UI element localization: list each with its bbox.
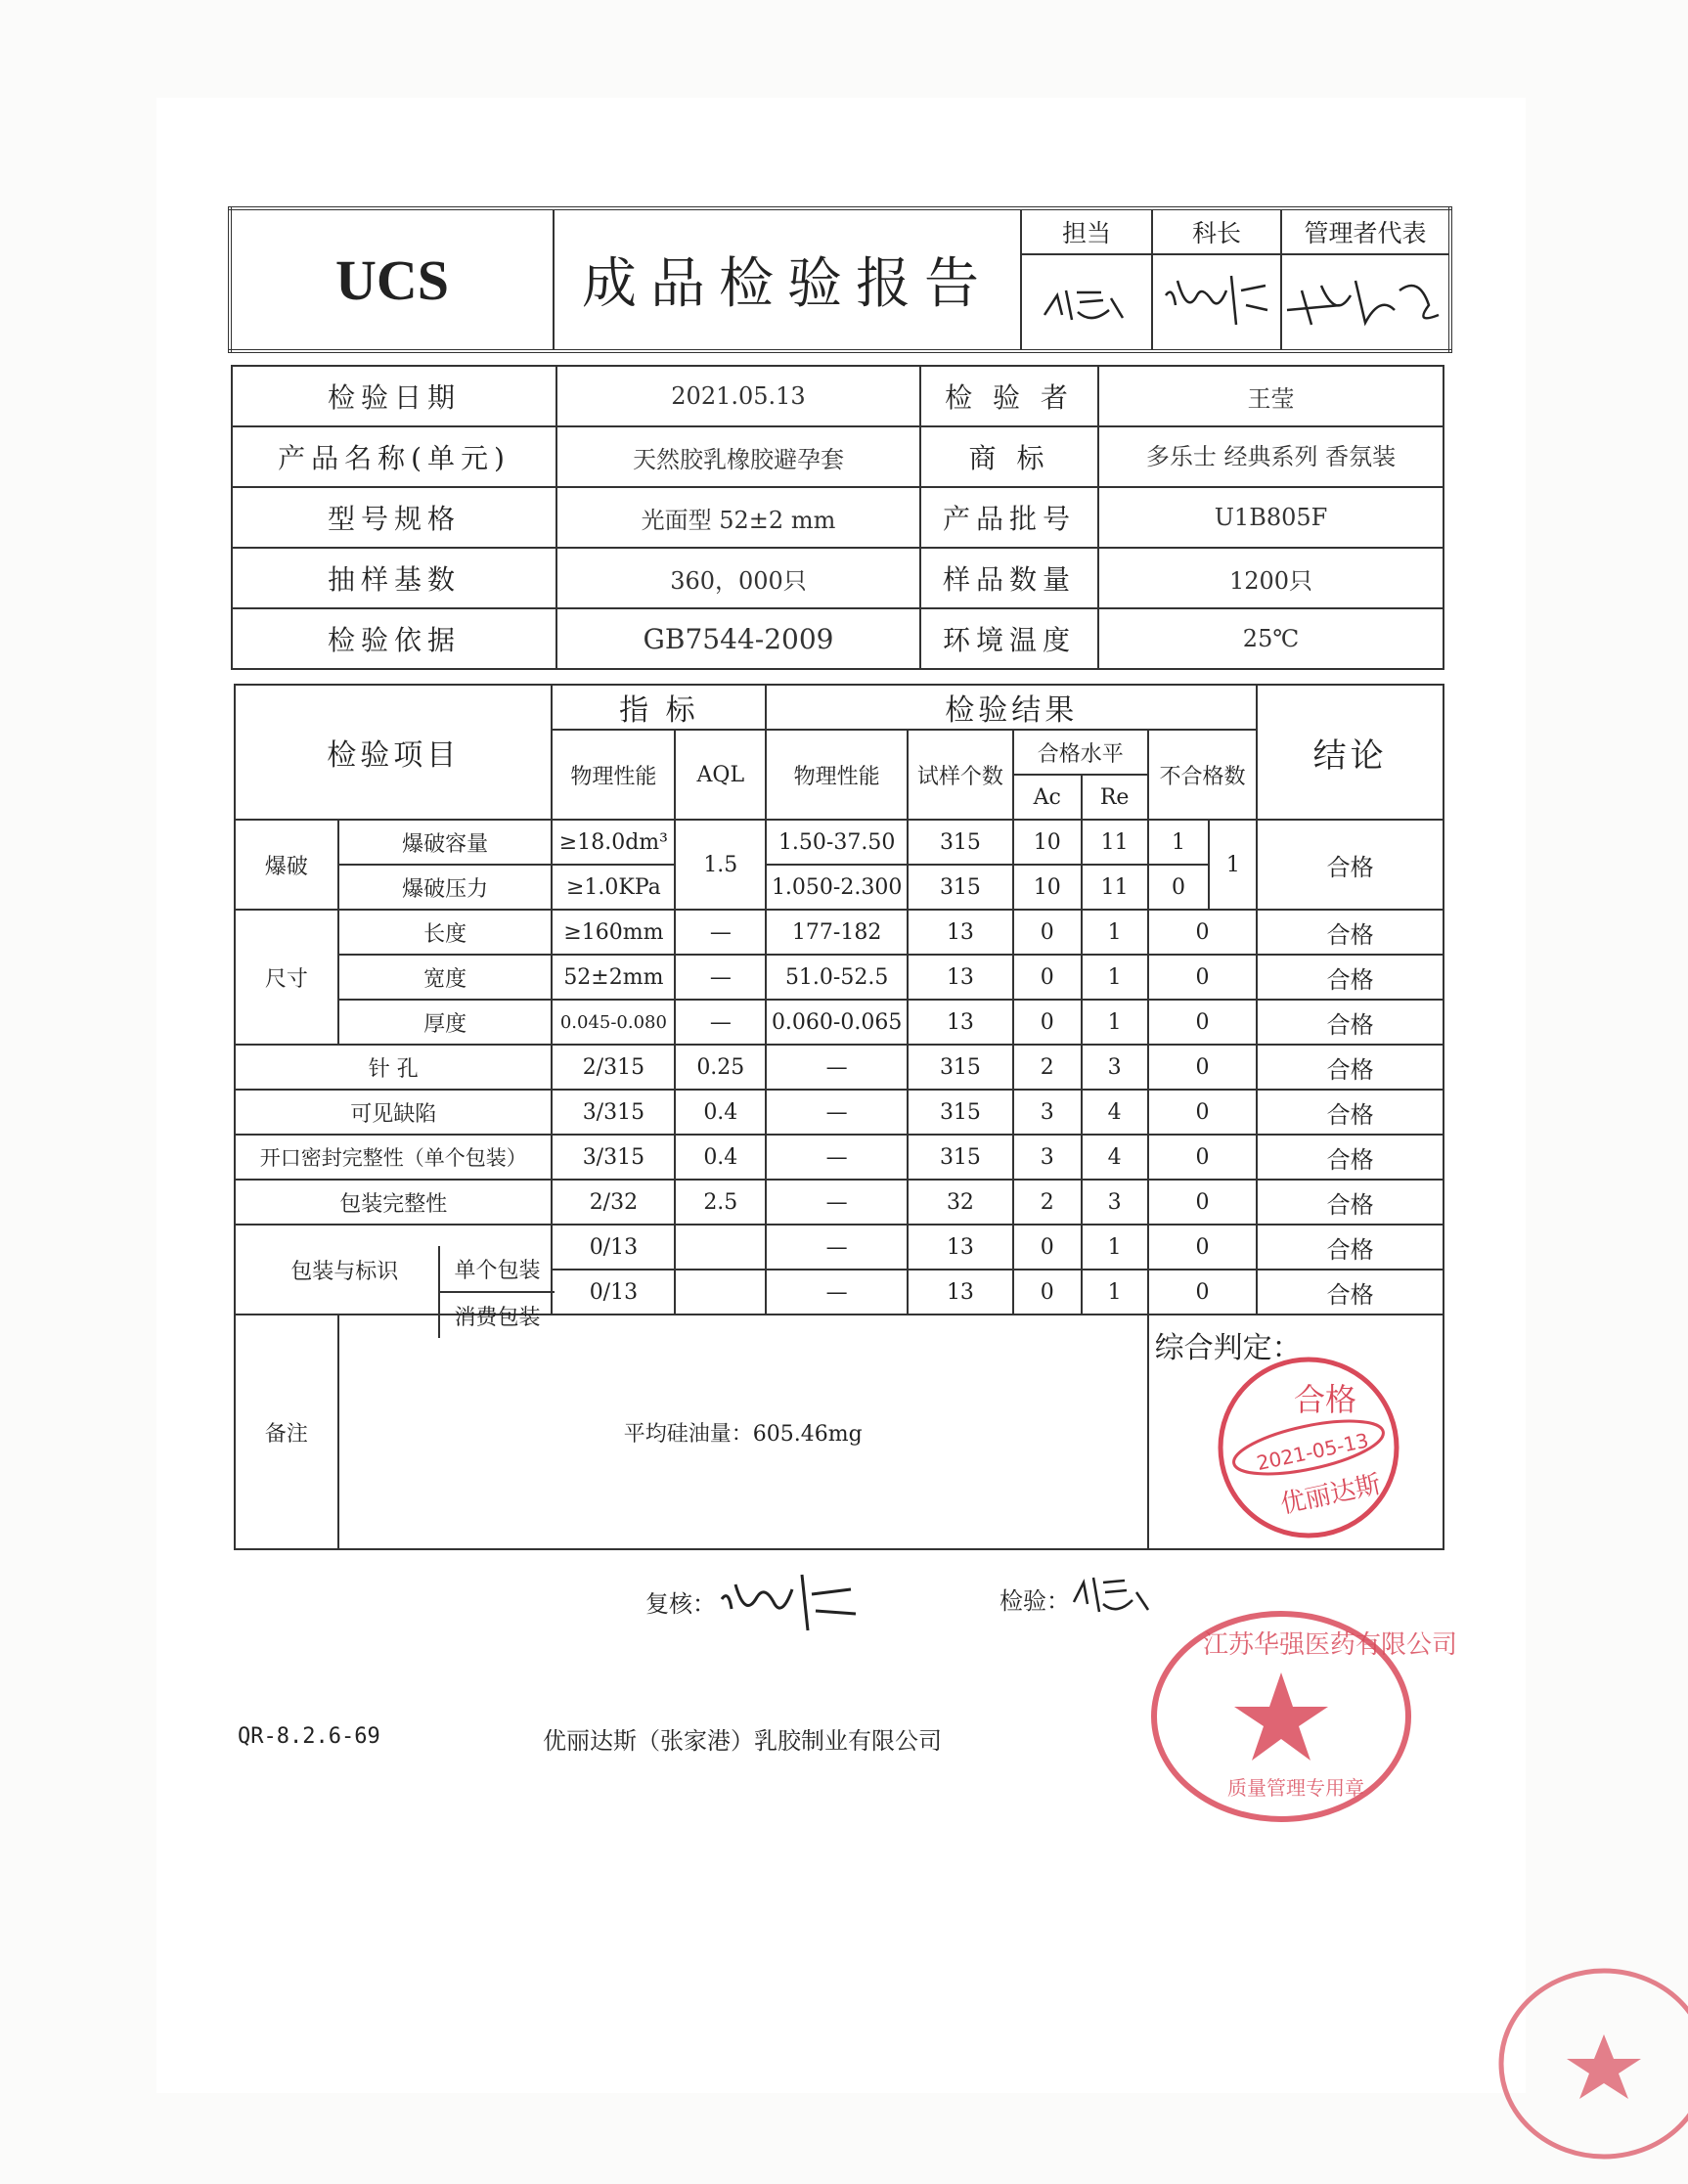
info-value: 光面型 52±2 mm: [556, 487, 920, 548]
spec-value: 52±2mm: [552, 955, 675, 1000]
info-value: 360，000只: [556, 548, 920, 608]
conclusion-value: 合格: [1257, 1000, 1444, 1045]
info-row: [232, 426, 1444, 487]
item-name: 宽度: [338, 955, 553, 1000]
info-row: [232, 608, 1444, 669]
seal-text: 江苏华强医药有限公司: [1203, 1630, 1458, 1660]
aql-value: 0.4: [675, 1090, 766, 1135]
ac-value: 2: [1013, 1045, 1082, 1090]
re-value: 1: [1082, 1225, 1148, 1270]
inspection-stamp: [1201, 1350, 1416, 1545]
signature-handler: [1021, 254, 1152, 351]
spec-value: 0.045-0.080: [552, 1000, 675, 1045]
fail-value: 0: [1148, 1000, 1258, 1045]
ac-value: 0: [1013, 1000, 1082, 1045]
header-conclusion: 结论: [1257, 685, 1444, 820]
conclusion-value: 合格: [1257, 1045, 1444, 1090]
inspect-signature: [1066, 1563, 1154, 1622]
company-logo-text: UCS: [230, 208, 554, 351]
sample-count: 315: [908, 865, 1013, 910]
info-value: 天然胶乳橡胶避孕套: [556, 426, 920, 487]
handwritten-signature: [1282, 266, 1448, 334]
result-value: —: [766, 1225, 908, 1270]
ac-value: 10: [1013, 820, 1082, 865]
ac-value: 10: [1013, 865, 1082, 910]
sample-count: 13: [908, 1225, 1013, 1270]
table-row: [235, 955, 1444, 1000]
sample-count: 315: [908, 820, 1013, 865]
conclusion-value: 合格: [1257, 955, 1444, 1000]
sample-count: 13: [908, 910, 1013, 955]
result-value: —: [766, 1090, 908, 1135]
header-aql: AQL: [675, 730, 766, 820]
item-name: 消费包装: [454, 1305, 541, 1330]
company-seal-corner: [1487, 1956, 1688, 2184]
result-value: 1.050-2.300: [766, 865, 908, 910]
re-value: 1: [1082, 1000, 1148, 1045]
spec-value: 0/13: [552, 1270, 675, 1315]
re-value: 1: [1082, 910, 1148, 955]
info-label: 检 验 者: [920, 366, 1098, 426]
item-name: 针 孔: [235, 1045, 552, 1090]
aql-value: 0.4: [675, 1135, 766, 1180]
item-name: 可见缺陷: [235, 1090, 552, 1135]
header-phys: 物理性能: [552, 730, 675, 820]
fail-value: 0: [1148, 1225, 1258, 1270]
role-handler: 担当: [1021, 208, 1152, 254]
seal-subtext: 质量管理专用章: [1227, 1776, 1364, 1800]
info-label: 产品批号: [920, 487, 1098, 548]
inspect-label: 检验：: [999, 1587, 1070, 1615]
re-value: 4: [1082, 1135, 1148, 1180]
conclusion-value: 合格: [1257, 910, 1444, 955]
info-value: 25℃: [1098, 608, 1444, 669]
conclusion-value: 合格: [1257, 1180, 1444, 1225]
table-row: [235, 910, 1444, 955]
re-value: 1: [1082, 1270, 1148, 1315]
fail-value: 0: [1148, 865, 1210, 910]
info-label: 型号规格: [232, 487, 556, 548]
sample-count: 13: [908, 1270, 1013, 1315]
fail-total: 1: [1209, 820, 1257, 910]
fail-value: 0: [1148, 1180, 1258, 1225]
re-value: 11: [1082, 865, 1148, 910]
conclusion-value: 合格: [1257, 1270, 1444, 1315]
aql-value: —: [675, 910, 766, 955]
fail-value: 0: [1148, 1045, 1258, 1090]
aql-value: 2.5: [675, 1180, 766, 1225]
info-value: GB7544-2009: [556, 608, 920, 669]
item-name: 包装完整性: [235, 1180, 552, 1225]
fail-value: 1: [1148, 820, 1210, 865]
result-value: 0.060-0.065: [766, 1000, 908, 1045]
item-name: 开口密封完整性（单个包装）: [235, 1135, 552, 1180]
conclusion-value: 合格: [1257, 1135, 1444, 1180]
group-size: 尺寸: [235, 910, 338, 1045]
sample-count: 315: [908, 1135, 1013, 1180]
table-row: [235, 1225, 1444, 1270]
item-name: 单个包装: [440, 1246, 555, 1293]
fail-value: 0: [1148, 1270, 1258, 1315]
sample-count: 13: [908, 955, 1013, 1000]
aql-value: 1.5: [675, 820, 766, 910]
handwritten-signature: [1033, 271, 1140, 330]
result-value: 1.50-37.50: [766, 820, 908, 865]
form-number: QR-8.2.6-69: [238, 1724, 380, 1749]
re-value: 3: [1082, 1045, 1148, 1090]
item-name: 长度: [338, 910, 553, 955]
result-value: 51.0-52.5: [766, 955, 908, 1000]
ac-value: 2: [1013, 1180, 1082, 1225]
aql-value: [675, 1270, 766, 1315]
handwritten-signature: [1158, 266, 1275, 334]
ac-value: 0: [1013, 910, 1082, 955]
header-item: 检验项目: [235, 685, 552, 820]
spec-value: ≥18.0dm³: [552, 820, 675, 865]
report-header: [228, 206, 1452, 353]
result-value: —: [766, 1045, 908, 1090]
ac-value: 0: [1013, 955, 1082, 1000]
table-row: [235, 1045, 1444, 1090]
report-title: 成品检验报告: [554, 208, 1021, 351]
spec-value: 0/13: [552, 1225, 675, 1270]
remarks-text: 平均硅油量：605.46mg: [338, 1315, 1148, 1549]
ac-value: 0: [1013, 1270, 1082, 1315]
info-value: 2021.05.13: [556, 366, 920, 426]
ac-value: 0: [1013, 1225, 1082, 1270]
group-package-label: 包装与标识: [290, 1259, 399, 1284]
re-value: 4: [1082, 1090, 1148, 1135]
header-pass-level: 合格水平: [1013, 730, 1148, 775]
item-name: 爆破压力: [338, 865, 553, 910]
spec-value: 2/315: [552, 1045, 675, 1090]
info-label: 样品数量: [920, 548, 1098, 608]
ac-value: 3: [1013, 1090, 1082, 1135]
aql-value: [675, 1225, 766, 1270]
stamp-date: 2021-05-13: [1254, 1428, 1371, 1476]
fail-value: 0: [1148, 910, 1258, 955]
aql-value: —: [675, 955, 766, 1000]
sample-count: 315: [908, 1090, 1013, 1135]
info-row: [232, 487, 1444, 548]
role-section-chief: 科长: [1152, 208, 1281, 254]
re-value: 1: [1082, 955, 1148, 1000]
package-subitems: [438, 1246, 555, 1338]
role-management-rep: 管理者代表: [1281, 208, 1450, 254]
company-name: 优丽达斯（张家港）乳胶制业有限公司: [543, 1727, 942, 1755]
info-label: 环境温度: [920, 608, 1098, 669]
header-phys2: 物理性能: [766, 730, 908, 820]
remarks-label: 备注: [235, 1315, 338, 1549]
spec-value: 3/315: [552, 1090, 675, 1135]
result-value: —: [766, 1270, 908, 1315]
info-row: [232, 366, 1444, 426]
stamp-org: 优丽达斯: [1277, 1469, 1384, 1520]
aql-value: 0.25: [675, 1045, 766, 1090]
table-row: [235, 1180, 1444, 1225]
spec-value: 2/32: [552, 1180, 675, 1225]
conclusion-value: 合格: [1257, 1225, 1444, 1270]
header-samples: 试样个数: [908, 730, 1013, 820]
header-ac: Ac: [1013, 775, 1082, 820]
aql-value: —: [675, 1000, 766, 1045]
header-result: 检验结果: [766, 685, 1257, 730]
header-re: Re: [1082, 775, 1148, 820]
result-value: 177-182: [766, 910, 908, 955]
signature-management: [1281, 254, 1450, 351]
review-label: 复核：: [645, 1590, 716, 1618]
sample-count: 13: [908, 1000, 1013, 1045]
table-row: [235, 1090, 1444, 1135]
table-row: [235, 1000, 1444, 1045]
result-value: —: [766, 1135, 908, 1180]
info-label: 商 标: [920, 426, 1098, 487]
basic-info-table: [231, 365, 1444, 670]
info-row: [232, 548, 1444, 608]
group-burst: 爆破: [235, 820, 338, 910]
conclusion-value: 合格: [1257, 1090, 1444, 1135]
review-signature: [714, 1560, 870, 1638]
info-value: 王莹: [1098, 366, 1444, 426]
fail-value: 0: [1148, 955, 1258, 1000]
spec-value: 3/315: [552, 1135, 675, 1180]
info-label: 检验日期: [232, 366, 556, 426]
company-seal: [1144, 1604, 1458, 1829]
sample-count: 315: [908, 1045, 1013, 1090]
table-row: [235, 820, 1444, 865]
header-fail-count: 不合格数: [1148, 730, 1258, 820]
judgement-label: 综合判定：: [1154, 1331, 1302, 1365]
conclusion-value: 合格: [1257, 820, 1444, 910]
table-row: [235, 1135, 1444, 1180]
info-label: 产品名称(单元): [232, 426, 556, 487]
header-spec: 指 标: [552, 685, 766, 730]
re-value: 11: [1082, 820, 1148, 865]
signature-chief: [1152, 254, 1281, 351]
info-label: 检验依据: [232, 608, 556, 669]
info-value: 1200只: [1098, 548, 1444, 608]
spec-value: ≥160mm: [552, 910, 675, 955]
sample-count: 32: [908, 1180, 1013, 1225]
fail-value: 0: [1148, 1090, 1258, 1135]
spec-value: ≥1.0KPa: [552, 865, 675, 910]
item-name: 厚度: [338, 1000, 553, 1045]
ac-value: 3: [1013, 1135, 1082, 1180]
result-value: —: [766, 1180, 908, 1225]
re-value: 3: [1082, 1180, 1148, 1225]
stamp-result: 合格: [1294, 1381, 1357, 1418]
fail-value: 0: [1148, 1135, 1258, 1180]
info-value: 多乐士 经典系列 香氛装: [1098, 426, 1444, 487]
item-name: 爆破容量: [338, 820, 553, 865]
info-label: 抽样基数: [232, 548, 556, 608]
info-value: U1B805F: [1098, 487, 1444, 548]
